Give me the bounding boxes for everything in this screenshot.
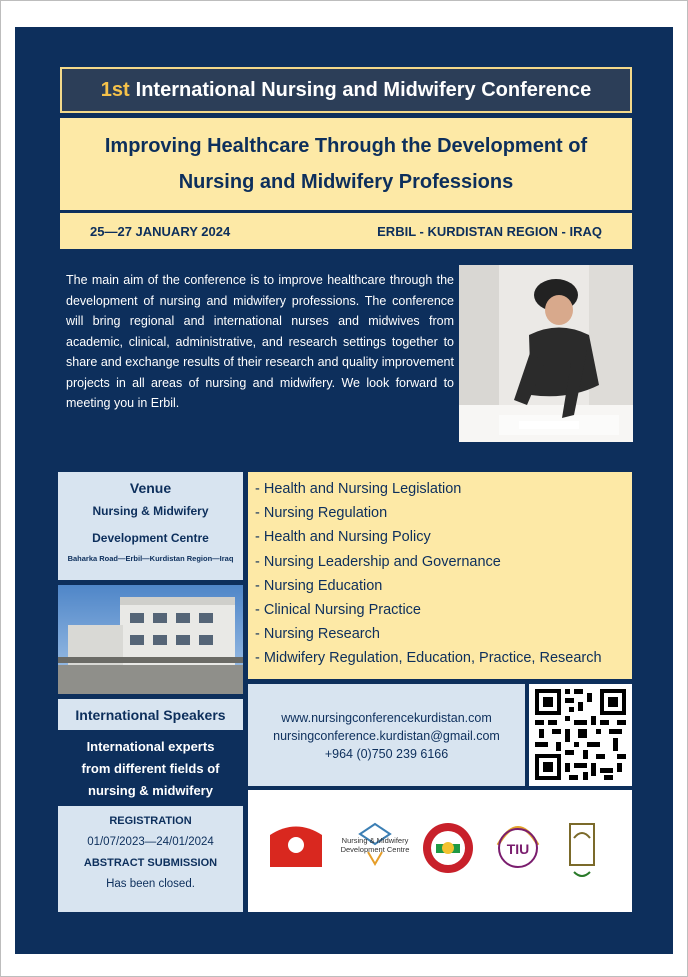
venue-building-photo [58, 585, 243, 694]
svg-text:Nursing & Midwifery: Nursing & Midwifery [341, 836, 409, 845]
abstract-label: ABSTRACT SUBMISSION [83, 857, 218, 869]
conference-location: ERBIL - KURDISTAN REGION - IRAQ [377, 223, 602, 239]
nmdc-logo [341, 824, 410, 864]
venue-address: Baharka Road—Erbil—Kurdistan Region—Iraq [67, 554, 234, 563]
registration-dates: 01/07/2023—24/01/2024 [87, 836, 214, 848]
registration-box [58, 806, 243, 912]
subtitle-line-2: Nursing and Midwifery Professions [178, 171, 514, 193]
topic-item: - Midwifery Regulation, Education, Practice, Research [255, 650, 602, 667]
topic-item: - Nursing Leadership and Governance [255, 553, 501, 570]
conference-subtitle [60, 118, 632, 210]
intro-paragraph: The main aim of the conference is to improve healthcare through the development of nursing and midwifery professions. The conference will bring regional and international nurses and midwives from academic, clinical, administrative, and research settings together to share and exchange results of their research and quality improvement projects in all areas of nursing and midwifery. We look forward to meeting you in Erbil. [66, 273, 454, 410]
topic-item: - Clinical Nursing Practice [255, 602, 421, 619]
conference-title [60, 67, 632, 113]
qr-code[interactable] [529, 684, 632, 786]
venue-name-line-2: Development Centre [92, 531, 209, 545]
website-link[interactable]: www.nursingconferencekurdistan.com [281, 711, 492, 725]
speakers-text [58, 736, 243, 802]
hawler-medical-university-logo [270, 827, 322, 868]
kurdistan-university-logo [423, 823, 473, 873]
topic-item: - Nursing Regulation [255, 505, 388, 522]
date-location-bar [60, 213, 632, 249]
subtitle-line-1: Improving Healthcare Through the Development of [104, 135, 588, 157]
contact-box [248, 684, 525, 786]
venue-box [58, 472, 243, 580]
tishk-international-university-logo [498, 828, 538, 868]
title-text: International Nursing and Midwifery Conference [135, 78, 592, 101]
nurse-photo [459, 265, 633, 442]
svg-text:TIU: TIU [506, 841, 530, 857]
topic-item: - Health and Nursing Legislation [255, 481, 462, 497]
nawroz-university-logo [570, 824, 594, 876]
speakers-line-1: International experts [86, 739, 215, 754]
topics-box [248, 472, 632, 679]
email-link[interactable]: nursingconference.kurdistan@gmail.com [273, 729, 500, 743]
speakers-line-3: nursing & midwifery [88, 783, 213, 798]
registration-label: REGISTRATION [109, 815, 192, 827]
venue-name [58, 498, 243, 552]
abstract-status: Has been closed. [106, 878, 195, 890]
venue-heading: Venue [129, 480, 172, 496]
venue-name-line-1: Nursing & Midwifery [92, 504, 209, 518]
title-accent: 1st [100, 78, 130, 101]
topic-item: - Nursing Research [255, 626, 380, 643]
topic-item: - Health and Nursing Policy [255, 529, 431, 546]
speakers-heading: International Speakers [58, 699, 243, 730]
speakers-line-2: from different fields of [81, 761, 220, 776]
conference-date: 25—27 JANUARY 2024 [90, 223, 231, 239]
phone-number: +964 (0)750 239 6166 [324, 747, 449, 761]
svg-text:Development Centre: Development Centre [340, 845, 410, 854]
partner-logos [248, 790, 632, 912]
topic-item: - Nursing Education [255, 577, 383, 594]
